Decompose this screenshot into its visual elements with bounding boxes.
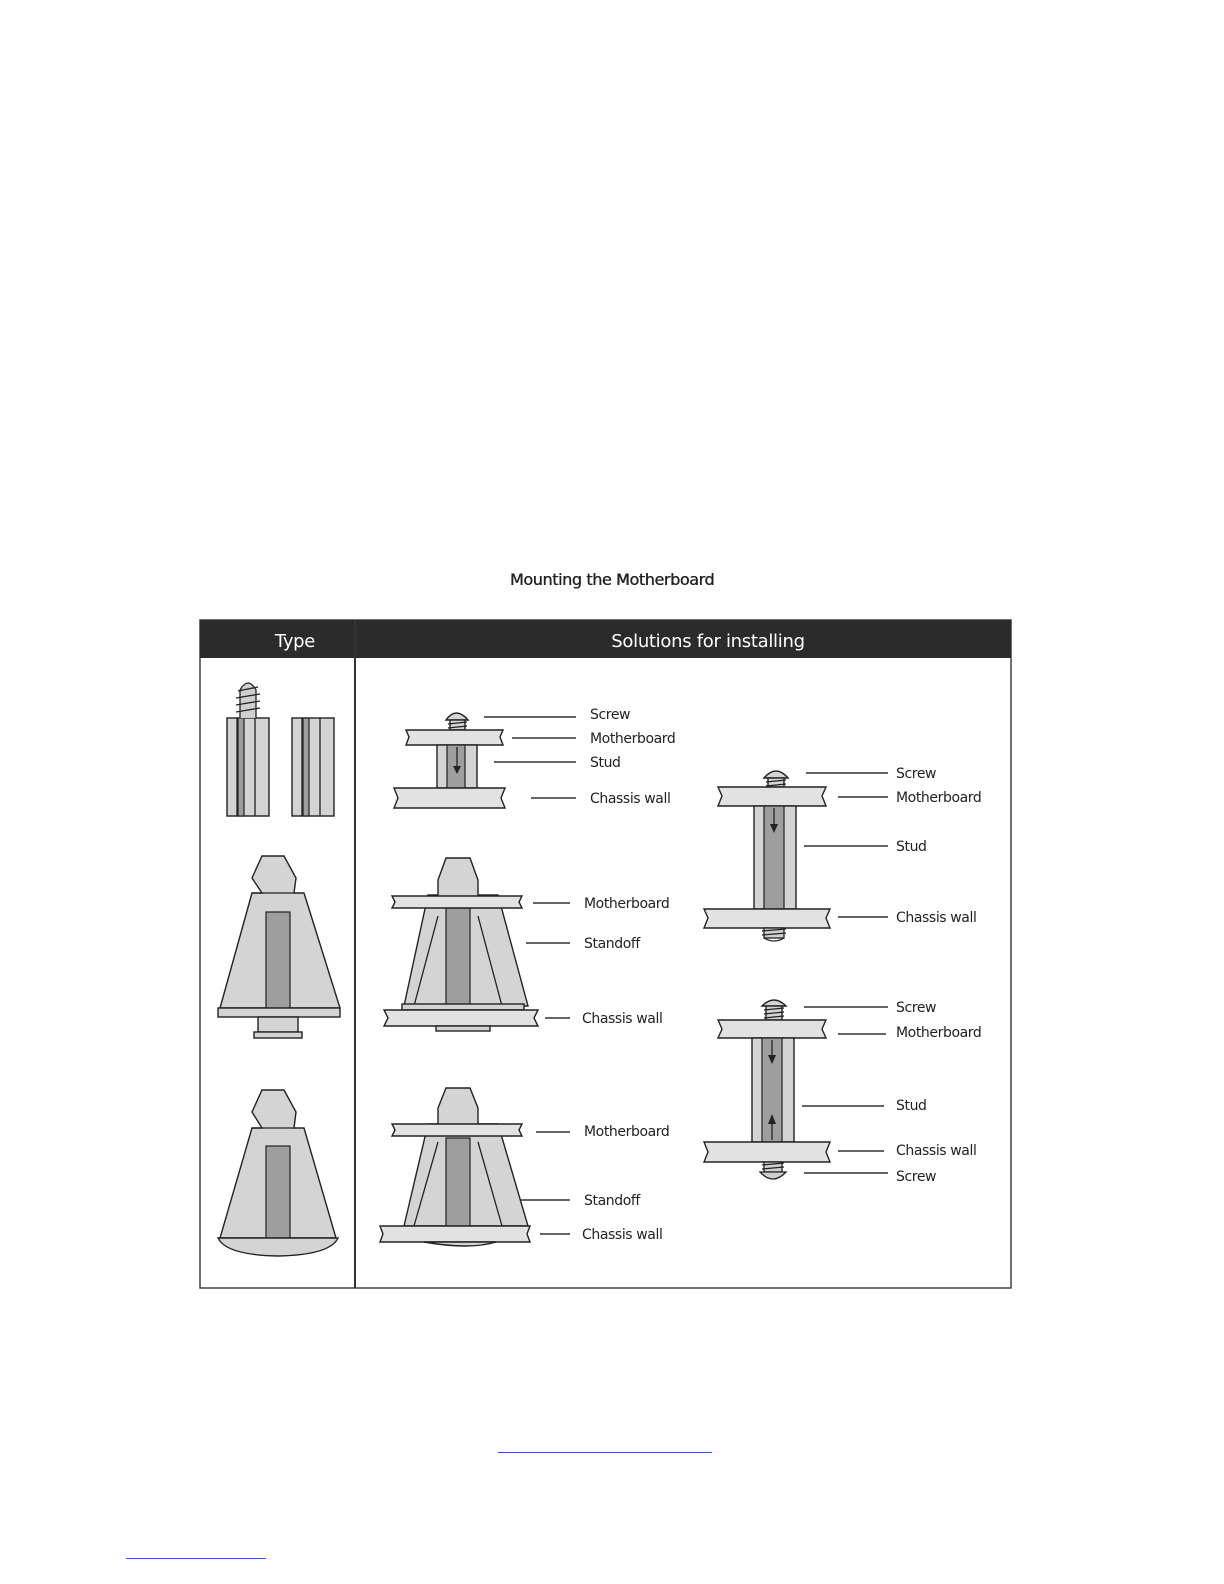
footnote-link[interactable] [126,1558,266,1559]
label-motherboard: Motherboard [584,896,670,912]
label-chassis-wall: Chassis wall [582,1227,663,1243]
label-motherboard: Motherboard [896,1025,982,1041]
label-chassis-wall: Chassis wall [590,791,671,807]
label-stud: Stud [896,1098,927,1114]
footer-link[interactable] [498,1452,712,1453]
label-chassis-wall: Chassis wall [896,1143,977,1159]
label-standoff: Standoff [584,936,640,952]
page-title: Mounting the Motherboard [509,570,715,589]
label-screw: Screw [896,1000,937,1016]
label-motherboard: Motherboard [590,731,676,747]
label-chassis-wall: Chassis wall [582,1011,663,1027]
label-standoff: Standoff [584,1193,640,1209]
label-motherboard: Motherboard [584,1124,670,1140]
label-motherboard: Motherboard [896,790,982,806]
header-solutions: Solutions for installing [611,631,805,652]
label-screw: Screw [896,766,937,782]
table-header [200,620,1011,658]
label-screw: Screw [896,1169,937,1185]
label-screw: Screw [590,707,631,723]
label-stud: Stud [896,839,927,855]
label-chassis-wall: Chassis wall [896,910,977,926]
header-type: Type [274,631,316,652]
label-stud: Stud [590,755,621,771]
type-hex-stud [292,718,334,816]
